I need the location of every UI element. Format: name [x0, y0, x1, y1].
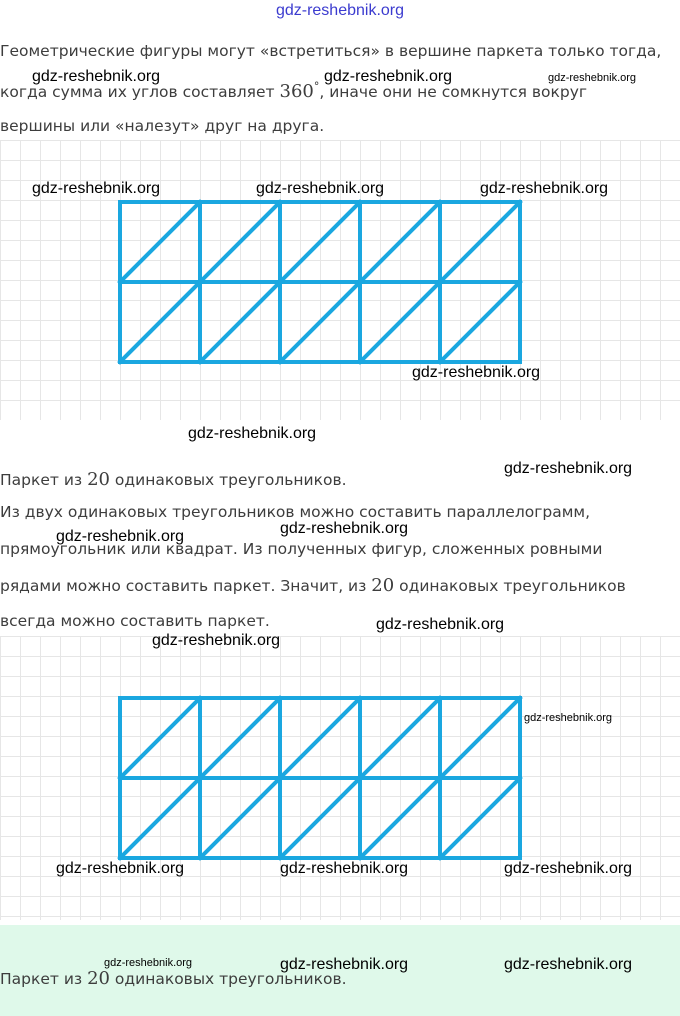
- watermark: gdz-reshebnik.org: [280, 520, 409, 537]
- watermark: gdz-reshebnik.org: [376, 616, 505, 633]
- triangle-diagonal: [280, 202, 360, 282]
- caption-1-end: одинаковых треугольников.: [110, 471, 347, 489]
- watermark: gdz-reshebnik.org: [56, 528, 185, 545]
- watermark: gdz-reshebnik.org: [152, 632, 281, 649]
- watermark: gdz-reshebnik.org: [480, 180, 609, 197]
- watermark: gdz-reshebnik.org: [504, 860, 633, 877]
- intro-line-1: Геометрические фигуры могут «встретиться» в вершине паркета только тогда,: [0, 42, 662, 60]
- triangle-diagonal: [200, 698, 280, 778]
- triangle-diagonal: [200, 202, 280, 282]
- triangle-diagonal: [440, 202, 520, 282]
- triangle-diagonal: [120, 778, 200, 858]
- caption-1-count: 20: [87, 469, 110, 490]
- triangle-diagonal: [360, 698, 440, 778]
- triangle-diagonal: [440, 282, 520, 362]
- triangle-diagonal: [360, 282, 440, 362]
- triangle-diagonal: [440, 698, 520, 778]
- explanation-line-3-start: рядами можно составить паркет. Значит, из: [0, 577, 372, 595]
- intro-line-2-start: когда сумма их углов составляет: [0, 83, 280, 101]
- answer-count: 20: [87, 968, 110, 989]
- explanation-count: 20: [371, 575, 395, 596]
- watermark: gdz-reshebnik.org: [256, 180, 385, 197]
- watermark: gdz-reshebnik.org: [504, 460, 633, 477]
- watermark: gdz-reshebnik.org: [548, 72, 637, 84]
- triangle-diagonal: [280, 698, 360, 778]
- watermark: gdz-reshebnik.org: [412, 364, 541, 381]
- triangle-diagonal: [120, 282, 200, 362]
- watermark: gdz-reshebnik.org: [188, 425, 317, 442]
- triangle-diagonal: [120, 202, 200, 282]
- explanation-line-4: всегда можно составить паркет.: [0, 612, 270, 630]
- explanation-line-3-end: одинаковых треугольников: [394, 577, 626, 595]
- watermark: gdz-reshebnik.org: [280, 860, 409, 877]
- watermark: gdz-reshebnik.org: [32, 180, 161, 197]
- triangle-diagonal: [280, 778, 360, 858]
- answer-start: Паркет из: [0, 970, 88, 988]
- watermark: gdz-reshebnik.org: [32, 68, 161, 85]
- triangle-diagonal: [360, 202, 440, 282]
- intro-line-2-end: , иначе они не сомкнутся вокруг: [319, 83, 588, 101]
- triangle-diagonal: [200, 282, 280, 362]
- explanation-line-3: [0, 575, 680, 596]
- triangle-diagonal: [120, 698, 200, 778]
- site-header-link[interactable]: gdz-reshebnik.org: [275, 2, 405, 19]
- watermark: gdz-reshebnik.org: [524, 712, 613, 724]
- explanation-line-2: прямоугольник или квадрат. Из полученных фигур, сложенных ровными: [0, 540, 603, 558]
- degree-sign: °: [313, 80, 320, 93]
- watermark: gdz-reshebnik.org: [56, 860, 185, 877]
- triangle-diagonal: [200, 778, 280, 858]
- watermark: gdz-reshebnik.org: [104, 957, 193, 969]
- watermark: gdz-reshebnik.org: [324, 68, 453, 85]
- angle-sum-value: 360: [279, 81, 314, 102]
- answer-end: одинаковых треугольников.: [110, 970, 347, 988]
- triangle-diagonal: [440, 778, 520, 858]
- caption-1-start: Паркет из: [0, 471, 88, 489]
- triangle-diagonal: [360, 778, 440, 858]
- intro-line-3: вершины или «налезут» друг на друга.: [0, 117, 325, 135]
- explanation-line-1: Из двух одинаковых треугольников можно составить параллелограмм,: [0, 503, 591, 521]
- triangle-diagonal: [280, 282, 360, 362]
- watermark: gdz-reshebnik.org: [504, 956, 633, 973]
- watermark: gdz-reshebnik.org: [280, 956, 409, 973]
